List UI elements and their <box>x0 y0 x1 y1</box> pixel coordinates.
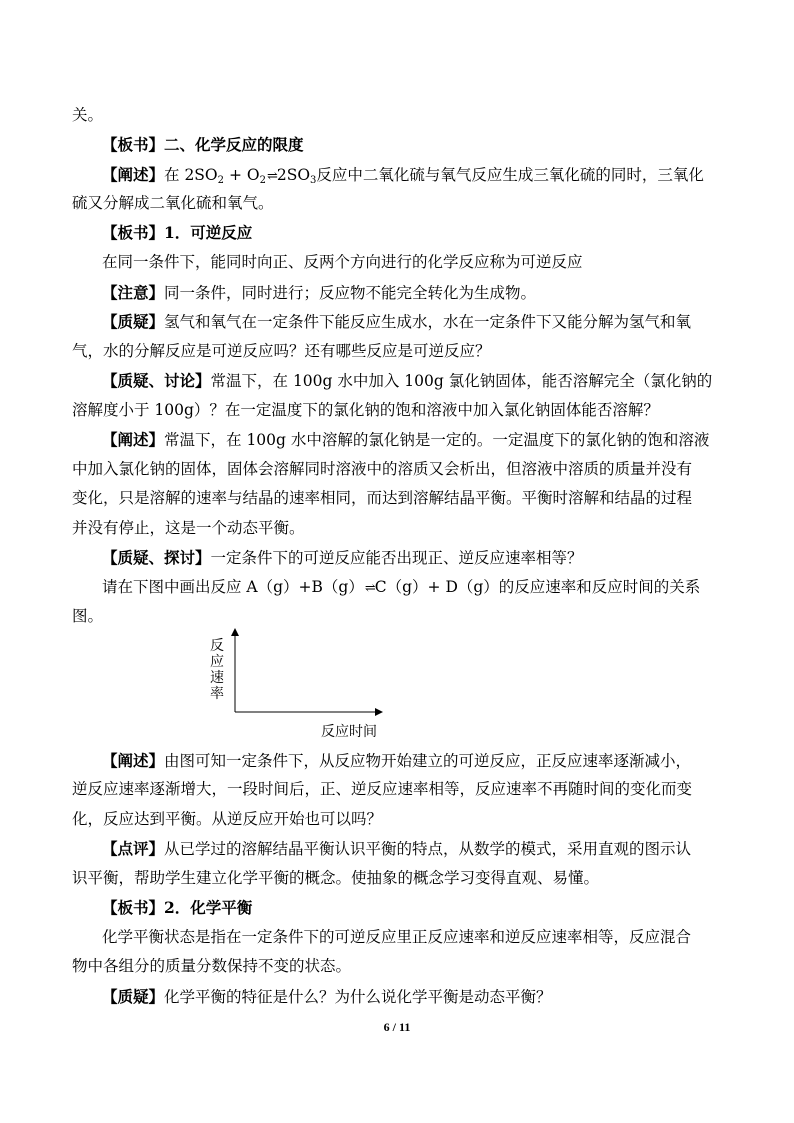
line-12: 【阐述】常温下，在 100g 水中溶解的氯化钠是一定的。一定温度下的氯化钠的饱和溶液 <box>102 430 710 449</box>
line-16: 【质疑、探讨】一定条件下的可逆反应能否出现正、逆反应速率相等？ <box>102 548 583 567</box>
line-21: 化，反应达到平衡。从逆反应开始也可以吗？ <box>72 810 383 828</box>
page-number: 6 / 11 <box>383 1020 411 1034</box>
line-7: 【注意】同一条件，同时进行；反应物不能完全转化为生成物。 <box>102 283 537 302</box>
line-1: 关。 <box>72 106 104 124</box>
line-18: 图。 <box>72 607 104 625</box>
line-19: 【阐述】由图可知一定条件下，从反应物开始建立的可逆反应，正反应速率逐渐减小， <box>102 751 692 770</box>
line-5: 【板书】1．可逆反应 <box>102 223 253 242</box>
line-25: 化学平衡状态是指在一定条件下的可逆反应里正反应速率和逆反应速率相等，反应混合 <box>102 928 692 946</box>
line-26: 物中各组分的质量分数保持不变的状态。 <box>72 957 352 975</box>
tag-board: 【板书】 <box>102 135 165 154</box>
line-15: 并没有停止，这是一个动态平衡。 <box>72 519 305 537</box>
line-13: 中加入氯化钠的固体，固体会溶解同时溶液中的溶质又会析出，但溶液中溶质的质量并没有 <box>72 460 693 478</box>
line-9: 气，水的分解反应是可逆反应吗？还有哪些反应是可逆反应？ <box>72 342 491 360</box>
line-17: 请在下图中画出反应 A（g）+B（g）⇌C（g）+ D（g）的反应速率和反应时间的关系 <box>102 573 752 603</box>
line-8: 【质疑】氢气和氧气在一定条件下能反应生成水，水在一定条件下又能分解为氢气和氧 <box>102 312 692 331</box>
equilibrium-arrow: ⇌ <box>266 169 276 184</box>
line-14: 变化，只是溶解的速率与结晶的速率相同，而达到溶解结晶平衡。平衡时溶解和结晶的过程 <box>72 489 693 507</box>
line-22: 【点评】从已学过的溶解结晶平衡认识平衡的特点，从数学的模式，采用直观的图示认 <box>102 839 692 858</box>
line-11: 溶解度小于 100g）？在一定温度下的氯化钠的饱和溶液中加入氯化钠固体能否溶解？ <box>72 401 659 419</box>
subsection-heading: 1．可逆反应 <box>164 223 253 242</box>
x-axis-label: 反应时间 <box>321 724 377 740</box>
line-20: 逆反应速率逐渐增大，一段时间后，正、逆反应速率相等，反应速率不再随时间的变化而变 <box>72 780 693 798</box>
line-2 <box>102 130 752 160</box>
line-27: 【质疑】化学平衡的特征是什么？为什么说化学平衡是动态平衡？ <box>102 987 552 1006</box>
line-6: 在同一条件下，能同时向正、反两个方向进行的化学反应称为可逆反应 <box>102 253 583 271</box>
line-3: 【阐述】在 $2SO_2$ + $O_2\rightleftharpoons 2SO_3$反应中二氧化硫与氧气反应生成三氧化硫的同时，三氧化 <box>102 160 752 195</box>
y-axis-arrow-icon <box>231 628 239 636</box>
section-heading: 二、化学反应的限度 <box>164 135 304 154</box>
y-axis-label: 反应速率 <box>210 638 224 702</box>
line-4: 硫又分解成二氧化硫和氧气。 <box>72 194 274 212</box>
line-24: 【板书】2．化学平衡 <box>102 898 253 917</box>
equilibrium-arrow: ⇌ <box>364 581 374 596</box>
x-axis-arrow-icon <box>375 708 383 716</box>
subsection-heading: 2．化学平衡 <box>164 898 253 917</box>
rate-time-axes-figure <box>205 628 395 743</box>
line-23: 识平衡，帮助学生建立化学平衡的概念。使抽象的概念学习变得直观、易懂。 <box>72 869 600 887</box>
line-10: 【质疑、讨论】常温下，在 100g 水中加入 100g 氯化钠固体，能否溶解完全（氯化钠的 <box>102 371 713 390</box>
